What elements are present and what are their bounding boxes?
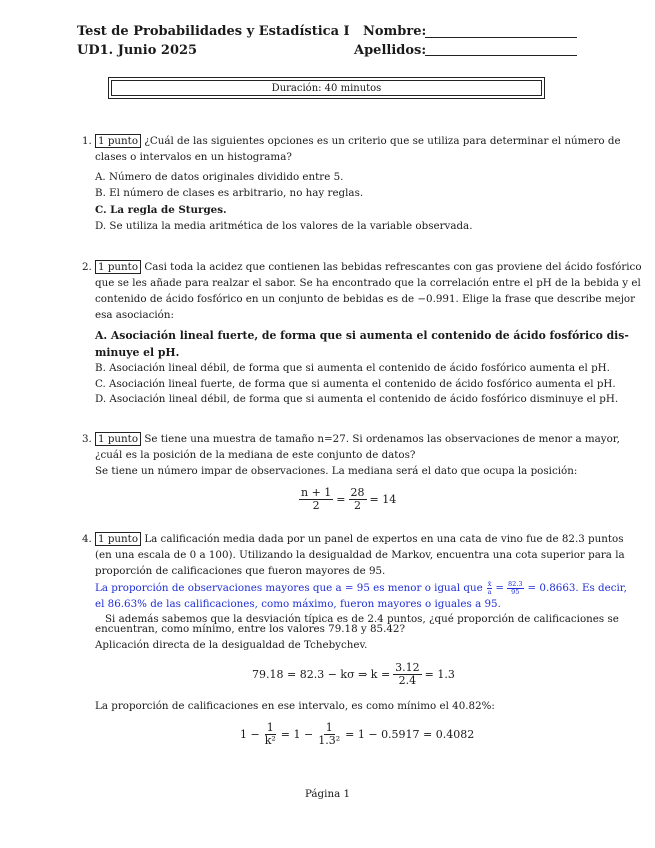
question-4-points: 1 punto [95,532,141,546]
name-field-line[interactable] [425,37,577,38]
question-2-option-b: B. Asociación lineal débil, de forma que si aumenta el contenido de ácido fosfórico aumenta el pH. [95,362,610,374]
question-1-option-b: B. El número de clases es arbitrario, no hay reglas. [95,187,364,199]
question-2-text-4: esa asociación: [95,309,174,321]
exam-subtitle: UD1. Junio 2025 [77,43,198,58]
question-4-conclusion: La proporción de calificaciones en ese intervalo, es como mínimo el 40.82%: [95,700,495,712]
question-1-text: 1 punto ¿Cuál de las siguientes opciones es un criterio que se utiliza para determinar el número de [95,134,621,149]
question-2-points: 1 punto [95,260,141,274]
question-4-text-3: proporción de calificaciones que fueron mayores de 95. [95,565,386,577]
question-2-text-2: que se les añade para realzar el sabor. Se ha encontrado que la correlación entre el pH de la bebida y el [95,277,641,289]
surname-label: Apellidos: [354,43,427,58]
question-1-option-c-answer: C. La regla de Sturges. [95,204,227,216]
question-4-markov-answer-cont: el 86.63% de las calificaciones, como máximo, fueron mayores o iguales a 95. [95,598,501,610]
duration-box [108,77,545,99]
question-4-subquestion: Si además sabemos que la desviación típica es de 2.4 puntos, ¿qué proporción de calificaciones se [105,613,619,625]
question-4-text-2: (en una escala de 0 a 100). Utilizando la desigualdad de Markov, encuentra una cota superior para la [95,549,625,561]
question-2-option-a-answer-cont: minuye el pH. [95,346,180,359]
question-3-solution: Se tiene un número impar de observaciones. La mediana será el dato que ocupa la posición: [95,465,578,477]
question-2-option-a-answer: A. Asociación lineal fuerte, de forma que si aumenta el contenido de ácido fosfórico dis- [95,329,629,342]
page-number: Página 1 [304,788,351,800]
question-2-option-c: C. Asociación lineal fuerte, de forma que si aumenta el contenido de ácido fosfórico aumenta el pH. [95,378,616,390]
name-label: Nombre: [363,24,427,39]
question-2-text: 1 punto Casi toda la acidez que contienen las bebidas refrescantes con gas proviene del ácido fosfórico [95,260,642,275]
surname-field-line[interactable] [425,55,577,56]
question-4-tchebychev-note: Aplicación directa de la desigualdad de Tchebychev. [95,639,368,651]
question-1-option-d: D. Se utiliza la media aritmética de los valores de la variable observada. [95,220,473,232]
question-4-text: 1 punto La calificación media dada por un panel de expertos en una cata de vino fue de 82.3 puntos [95,532,624,547]
question-2-number: 2. [82,261,92,273]
question-3-formula: $\frac{n + 1}{2}$ = $\frac{28}{2}$ = 14 [301,486,397,512]
question-1-number: 1. [82,135,92,147]
question-4-subquestion-cont: encuentran, como mínimo, entre los valores 79.18 y 85.42? [95,623,405,635]
question-4-formula-result: 1 − $\frac{1}{\text{k²}}$ = 1 − $\frac{1}{\text{1.3²}}$ = 1 − 0.5917 = 0.4082 [240,721,475,747]
question-4-formula-k: 79.18 = 82.3 − kσ ⇒ k = $\frac{3.12}{2.4}$ = 1.3 [252,661,455,687]
question-3-text: 1 punto Se tiene una muestra de tamaño n=27. Si ordenamos las observaciones de menor a mayor, [95,432,620,447]
question-3-number: 3. [82,433,92,445]
question-2-option-d: D. Asociación lineal débil, de forma que si aumenta el contenido de ácido fosfórico disminuye el pH. [95,393,619,405]
question-3-text-2: ¿cuál es la posición de la mediana de este conjunto de datos? [95,449,416,461]
question-4-number: 4. [82,533,92,545]
question-1-text-cont: clases o intervalos en un histograma? [95,151,292,163]
exam-title: Test de Probabilidades y Estadística I [77,24,350,39]
question-4-markov-answer: La proporción de observaciones mayores que a = 95 es menor o igual que $\frac{x̄}{a}$ = $\frac{82.3}{95}$ = 0.8663. Es decir, [95,580,627,596]
question-2-text-3: contenido de ácido fosfórico en un conjunto de bebidas es de −0.991. Elige la frase que describe mejor [95,293,636,305]
question-1-points: 1 punto [95,134,141,148]
duration-text: Duración: 40 minutos [111,80,542,96]
question-1-option-a: A. Número de datos originales dividido entre 5. [95,171,344,183]
question-3-points: 1 punto [95,432,141,446]
